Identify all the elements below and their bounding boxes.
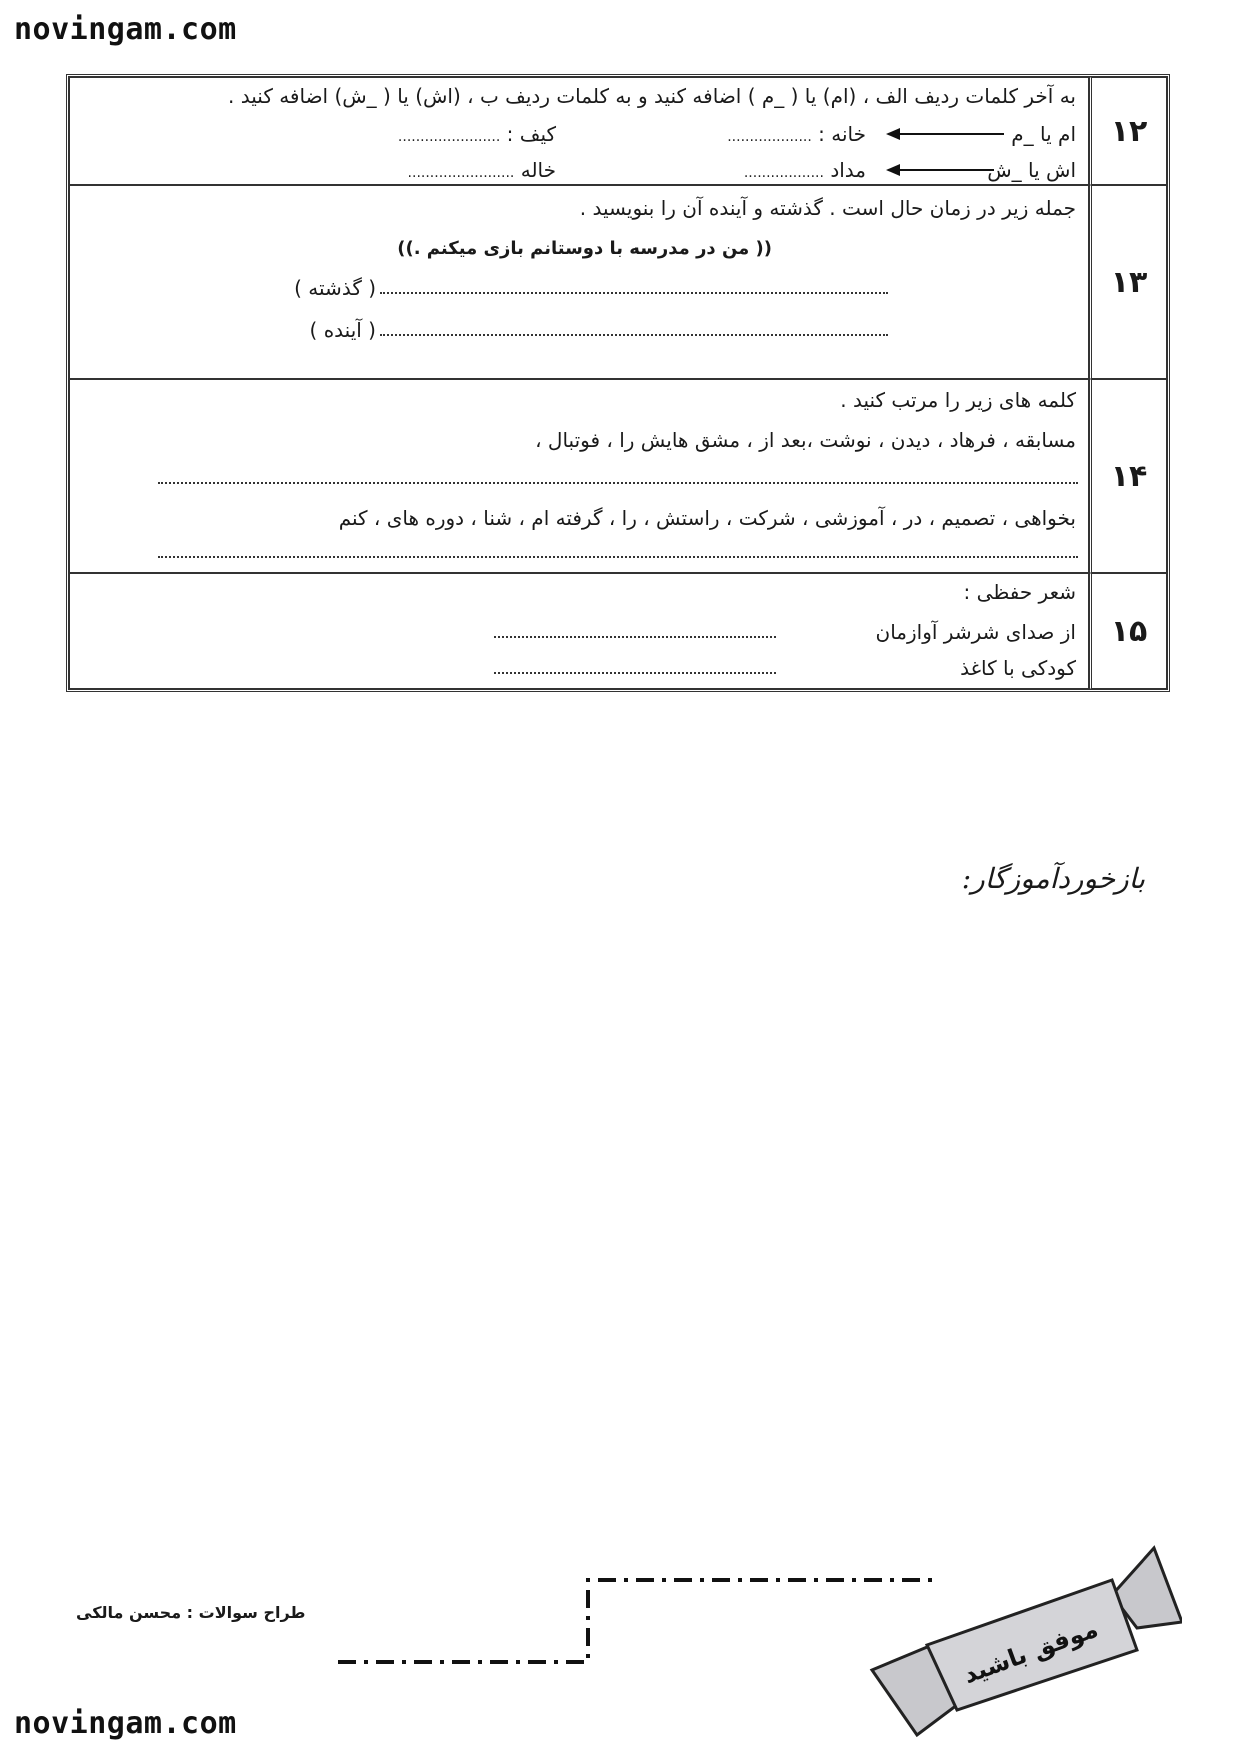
question-row-13 <box>69 185 1167 379</box>
word-set-2: بخواهی ، تصمیم ، در ، آموزشی ، شرکت ، راستش ، را ، گرفته ام ، شنا ، دوره های ، کنم <box>338 506 1076 530</box>
answer-line-past[interactable] <box>380 292 888 294</box>
poem-line-1: از صدای شرشر آوازمان <box>875 620 1076 644</box>
question-instruction: کلمه های زیر را مرتب کنید . <box>840 388 1076 412</box>
question-row-15 <box>69 573 1167 689</box>
poem-answer-1[interactable] <box>494 636 776 638</box>
row-label-a: ام یا _م <box>1011 122 1076 146</box>
word-medad: مداد .................. <box>743 158 866 182</box>
present-sentence: (( من در مدرسه با دوستانم بازی میکنم .)) <box>397 238 772 259</box>
question-number: ۱۵ <box>1089 573 1167 689</box>
questions-table <box>66 74 1170 692</box>
poem-answer-2[interactable] <box>494 672 776 674</box>
row-label-b: اش یا _ش <box>987 158 1076 182</box>
word-set-1: مسابقه ، فرهاد ، دیدن ، نوشت ،بعد از ، مشق هایش را ، فوتبال ، <box>535 428 1076 452</box>
question-body <box>69 185 1089 379</box>
question-body <box>69 379 1089 573</box>
question-number: ۱۴ <box>1089 379 1167 573</box>
past-label: ( گذشته ) <box>294 276 376 300</box>
answer-line-future[interactable] <box>380 334 888 336</box>
question-number: ۱۲ <box>1089 77 1167 185</box>
word-khaleh: خاله ........................ <box>407 158 556 182</box>
good-luck-ribbon <box>862 1540 1182 1740</box>
question-designer: طراح سوالات : محسن مالکی <box>76 1603 306 1622</box>
arrow-left-icon <box>886 124 1006 144</box>
site-watermark-top: novingam.com <box>14 12 237 47</box>
question-instruction: جمله زیر در زمان حال است . گذشته و آینده آن را بنویسید . <box>579 196 1076 220</box>
teacher-feedback-label: بازخوردآموزگار: <box>961 862 1145 895</box>
banner-text: موفق باشید <box>959 1614 1102 1690</box>
question-number: ۱۳ <box>1089 185 1167 379</box>
poem-line-2: کودکی با کاغذ <box>960 656 1076 680</box>
question-row-14 <box>69 379 1167 573</box>
question-row-12 <box>69 77 1167 185</box>
question-body <box>69 573 1089 689</box>
arrow-left-icon <box>886 160 996 180</box>
question-instruction: شعر حفظی : <box>963 580 1076 604</box>
word-khaneh: خانه : ................... <box>727 122 866 146</box>
site-watermark-bottom: novingam.com <box>14 1706 237 1741</box>
answer-line-1[interactable] <box>158 482 1078 484</box>
future-label: ( آینده ) <box>309 318 376 342</box>
question-body <box>69 77 1089 185</box>
answer-line-2[interactable] <box>158 556 1078 558</box>
word-kif: کیف : ....................... <box>397 122 556 146</box>
question-instruction: به آخر کلمات ردیف الف ، (ام) یا ( _م ) اضافه کنید و به کلمات ردیف ب ، (اش) یا ( _ش) اضافه کنید . <box>228 84 1076 108</box>
